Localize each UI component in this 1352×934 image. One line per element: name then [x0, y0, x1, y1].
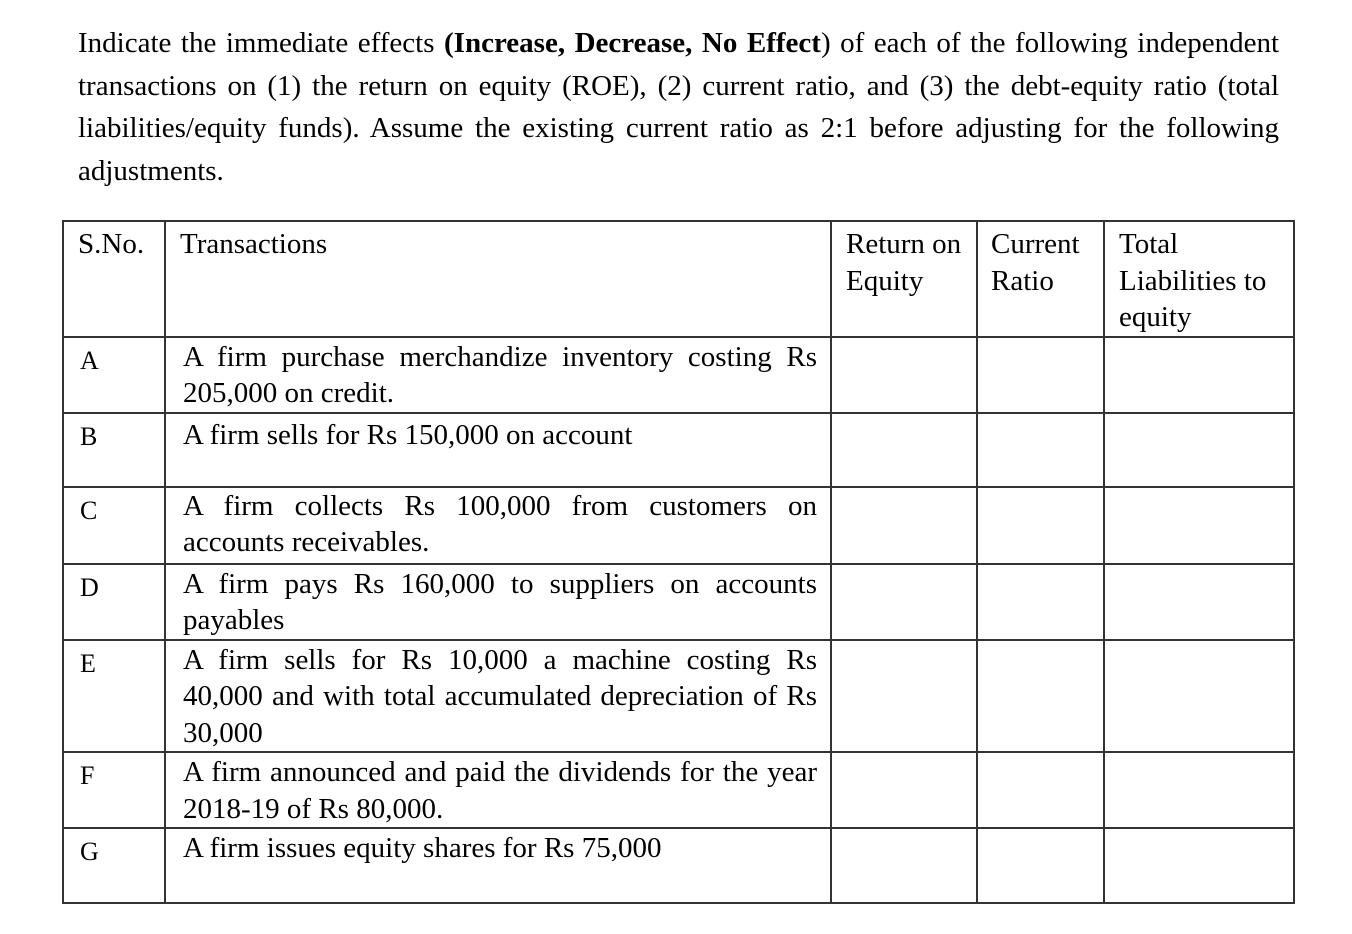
current-ratio-answer-cell[interactable] — [977, 564, 1104, 640]
row-transaction-text: A firm sells for Rs 10,000 a machine costing Rs 40,000 and with total accumulated depreciation of Rs 30,000 — [183, 643, 817, 749]
current-ratio-answer-cell[interactable] — [977, 413, 1104, 487]
roe-answer-cell[interactable] — [831, 752, 977, 828]
roe-answer-cell[interactable] — [831, 337, 977, 413]
row-transaction-text: A firm issues equity shares for Rs 75,000 — [183, 832, 662, 864]
roe-answer-cell[interactable] — [831, 640, 977, 753]
row-transaction-cell — [165, 337, 831, 413]
row-transaction-text: A firm pays Rs 160,000 to suppliers on accounts payables — [183, 567, 817, 636]
header-sno-label: S.No. — [78, 228, 145, 260]
header-current-ratio-label: Current Ratio — [991, 228, 1080, 297]
total-liabilities-answer-cell[interactable] — [1104, 487, 1294, 564]
instructions-text-part1: Indicate the immediate effects — [78, 27, 445, 59]
row-sno-cell — [63, 828, 165, 903]
row-transaction-cell — [165, 487, 831, 564]
row-sno-cell — [63, 413, 165, 487]
table-row — [63, 413, 1294, 487]
table-row — [63, 487, 1294, 564]
current-ratio-answer-cell[interactable] — [977, 337, 1104, 413]
row-transaction-text: A firm announced and paid the dividends for the year 2018-19 of Rs 80,000. — [183, 756, 817, 825]
current-ratio-answer-cell[interactable] — [977, 752, 1104, 828]
table-header-row — [63, 221, 1294, 337]
header-total-liabilities — [1104, 221, 1294, 337]
roe-answer-cell[interactable] — [831, 828, 977, 903]
roe-answer-cell[interactable] — [831, 564, 977, 640]
header-sno — [63, 221, 165, 337]
total-liabilities-answer-cell[interactable] — [1104, 337, 1294, 413]
transactions-table — [62, 220, 1295, 904]
header-roe-label: Return on Equity — [846, 228, 962, 297]
table-row — [63, 337, 1294, 413]
header-current-ratio — [977, 221, 1104, 337]
total-liabilities-answer-cell[interactable] — [1104, 752, 1294, 828]
row-sno: F — [80, 761, 95, 790]
table-row — [63, 828, 1294, 903]
row-sno: C — [80, 495, 98, 525]
roe-answer-cell[interactable] — [831, 487, 977, 564]
total-liabilities-answer-cell[interactable] — [1104, 564, 1294, 640]
total-liabilities-answer-cell[interactable] — [1104, 640, 1294, 753]
header-transactions-label: Transactions — [180, 228, 328, 260]
table-row — [63, 752, 1294, 828]
row-sno: D — [80, 572, 99, 602]
row-sno: E — [80, 648, 96, 678]
row-sno: B — [80, 421, 98, 451]
instructions-paragraph — [78, 22, 1279, 192]
current-ratio-answer-cell[interactable] — [977, 828, 1104, 903]
row-transaction-cell — [165, 828, 831, 903]
row-transaction-text: A firm purchase merchandize inventory costing Rs 205,000 on credit. — [183, 340, 817, 409]
table-row — [63, 564, 1294, 640]
row-transaction-cell — [165, 413, 831, 487]
header-transactions — [165, 221, 831, 337]
row-sno-cell — [63, 640, 165, 753]
row-transaction-cell — [165, 640, 831, 753]
header-return-on-equity — [831, 221, 977, 337]
row-transaction-cell — [165, 564, 831, 640]
current-ratio-answer-cell[interactable] — [977, 640, 1104, 753]
instructions-text-part2: ) of each of the following independent transactions on (1) the return on equity (ROE), (2) current ratio, and (3) the debt-equity ratio (total liabilities/equity funds). Assume the existing current ratio as 2:1 before adjusting for the following adjustments. — [78, 27, 1280, 187]
row-transaction-text: A firm sells for Rs 150,000 on account — [183, 418, 633, 451]
row-sno: G — [80, 837, 99, 866]
row-transaction-text: A firm collects Rs 100,000 from customers on accounts receivables. — [183, 489, 817, 558]
instructions-bold-options: (Increase, Decrease, No Effect — [444, 27, 821, 59]
header-total-liabilities-label: Total Liabilities to equity — [1119, 228, 1267, 333]
row-sno: A — [80, 345, 99, 375]
total-liabilities-answer-cell[interactable] — [1104, 828, 1294, 903]
total-liabilities-answer-cell[interactable] — [1104, 413, 1294, 487]
roe-answer-cell[interactable] — [831, 413, 977, 487]
row-sno-cell — [63, 487, 165, 564]
current-ratio-answer-cell[interactable] — [977, 487, 1104, 564]
row-sno-cell — [63, 564, 165, 640]
table-row — [63, 640, 1294, 753]
row-sno-cell — [63, 752, 165, 828]
row-transaction-cell — [165, 752, 831, 828]
row-sno-cell — [63, 337, 165, 413]
